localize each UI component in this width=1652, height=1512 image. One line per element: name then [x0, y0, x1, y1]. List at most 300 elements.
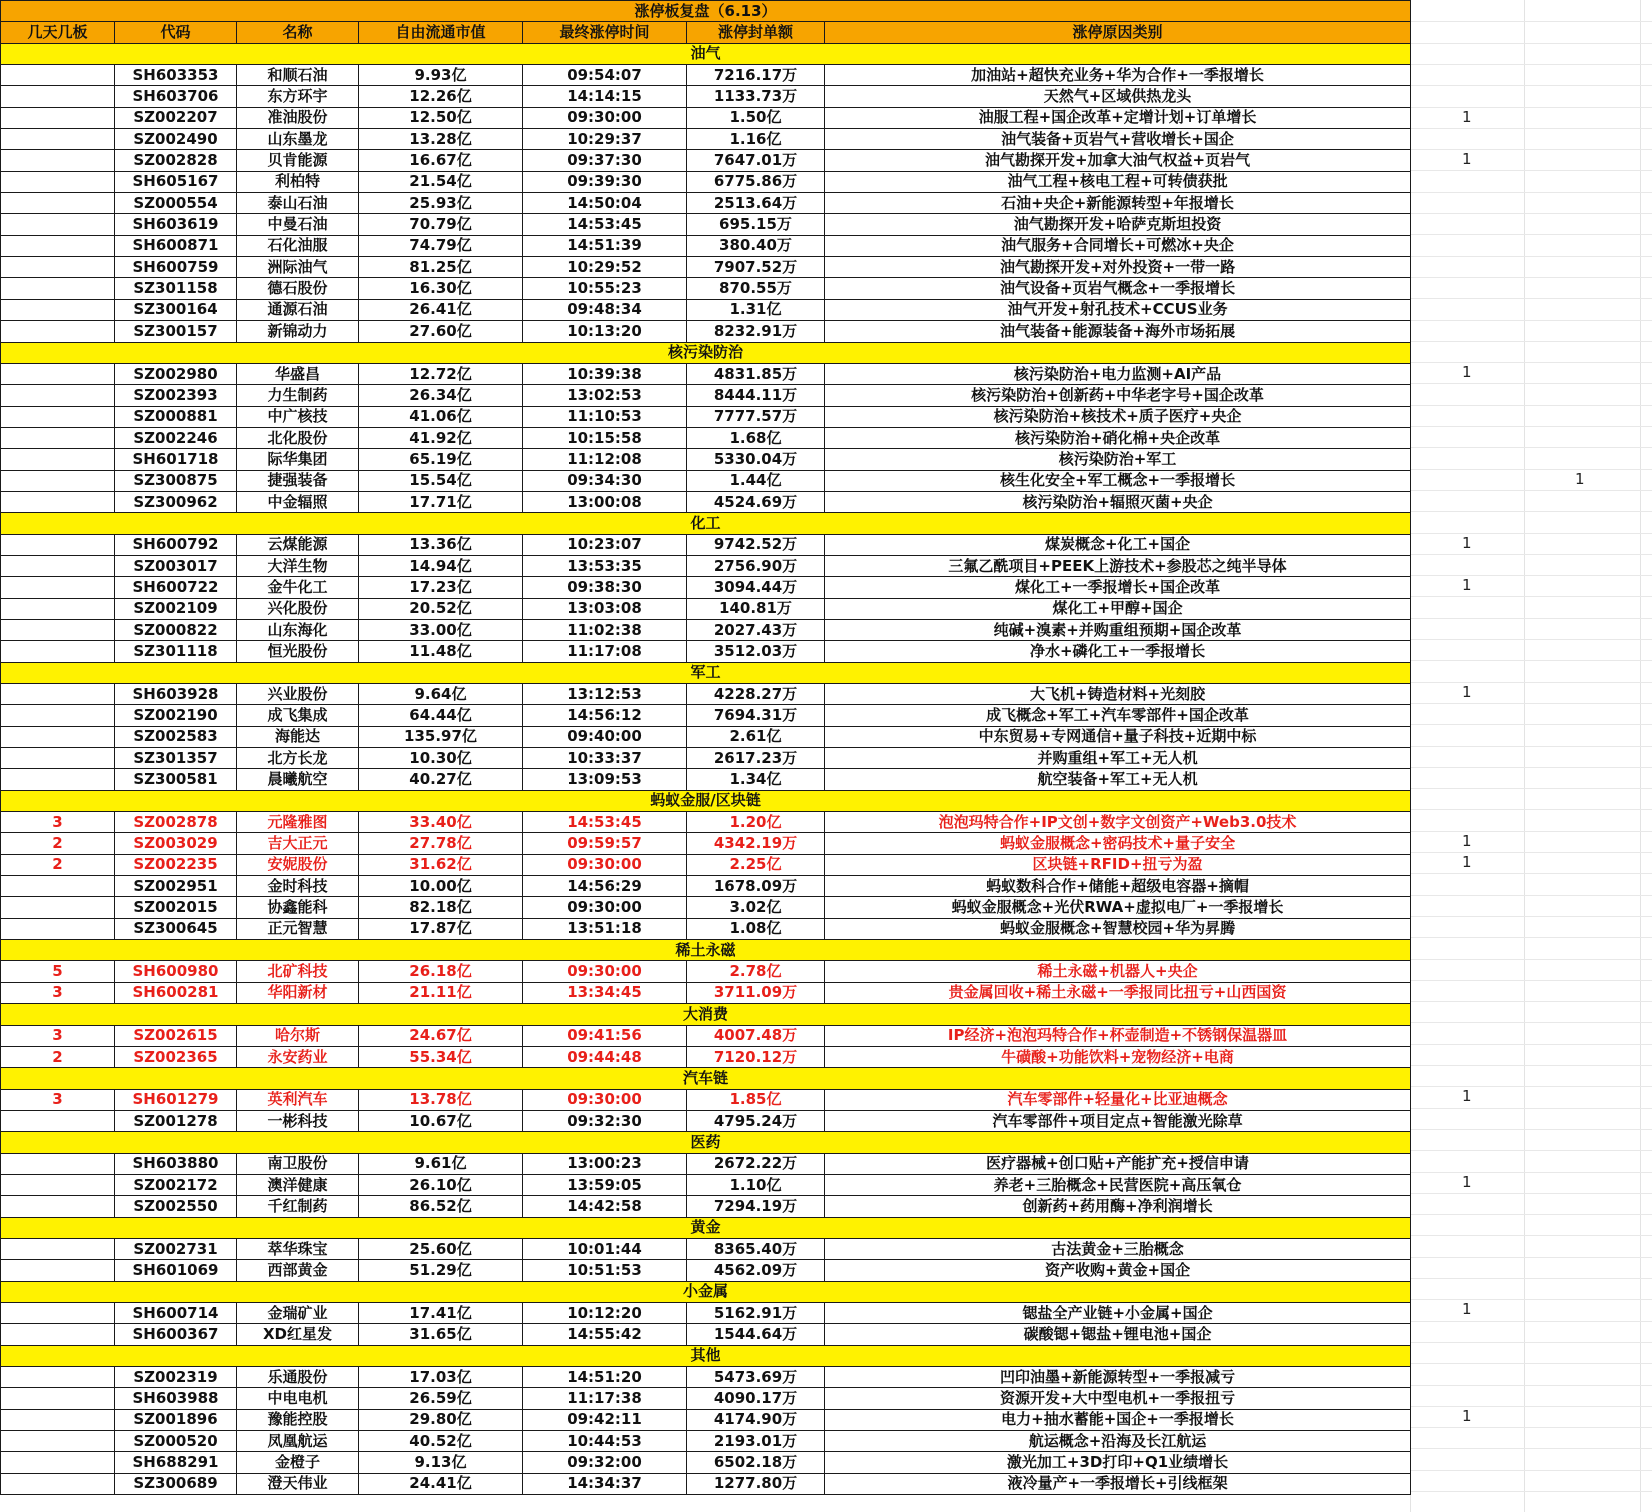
cell-days[interactable]	[1, 918, 115, 939]
table-row[interactable]	[1, 321, 1411, 342]
cell-name[interactable]: 安妮股份	[237, 854, 359, 875]
cell-reason[interactable]: 蚂蚁数科合作+储能+超级电容器+摘帽	[825, 876, 1411, 897]
cell-time[interactable]: 11:12:08	[523, 449, 687, 470]
cell-seal[interactable]: 4831.85万	[687, 363, 825, 384]
cell-days[interactable]	[1, 449, 115, 470]
cell-seal[interactable]: 140.81万	[687, 598, 825, 619]
cell-cap[interactable]: 15.54亿	[359, 470, 523, 491]
cell-days[interactable]	[1, 619, 115, 640]
cell-code[interactable]: SZ300581	[115, 769, 237, 790]
cell-seal[interactable]: 870.55万	[687, 278, 825, 299]
table-row[interactable]	[1, 577, 1411, 598]
cell-seal[interactable]: 2617.23万	[687, 748, 825, 769]
table-row[interactable]	[1, 748, 1411, 769]
table-row[interactable]	[1, 1196, 1411, 1217]
cell-reason[interactable]: 核污染防治+电力监测+AI产品	[825, 363, 1411, 384]
cell-cap[interactable]: 24.41亿	[359, 1473, 523, 1494]
cell-name[interactable]: 北化股份	[237, 427, 359, 448]
cell-code[interactable]: SZ300157	[115, 321, 237, 342]
cell-seal[interactable]: 1.85亿	[687, 1089, 825, 1110]
cell-time[interactable]: 09:30:00	[523, 107, 687, 128]
cell-code[interactable]: SZ000554	[115, 193, 237, 214]
cell-days[interactable]	[1, 235, 115, 256]
cell-name[interactable]: 澳洋健康	[237, 1174, 359, 1195]
cell-reason[interactable]: 泡泡玛特合作+IP文创+数字文创资产+Web3.0技术	[825, 812, 1411, 833]
table-row[interactable]	[1, 427, 1411, 448]
extra-cell-value[interactable]: 1	[1462, 682, 1472, 701]
cell-time[interactable]: 10:39:38	[523, 363, 687, 384]
cell-name[interactable]: XD红星发	[237, 1324, 359, 1345]
table-row[interactable]	[1, 1324, 1411, 1345]
cell-code[interactable]: SZ002235	[115, 854, 237, 875]
cell-code[interactable]: SH603880	[115, 1153, 237, 1174]
cell-code[interactable]: SZ300962	[115, 491, 237, 512]
cell-cap[interactable]: 33.00亿	[359, 619, 523, 640]
cell-code[interactable]: SZ003017	[115, 555, 237, 576]
cell-days[interactable]	[1, 193, 115, 214]
cell-name[interactable]: 云煤能源	[237, 534, 359, 555]
table-row[interactable]	[1, 171, 1411, 192]
cell-name[interactable]: 吉大正元	[237, 833, 359, 854]
cell-days[interactable]	[1, 1409, 115, 1430]
cell-reason[interactable]: 加油站+超快充业务+华为合作+一季报增长	[825, 65, 1411, 86]
cell-seal[interactable]: 1544.64万	[687, 1324, 825, 1345]
table-row[interactable]	[1, 833, 1411, 854]
cell-seal[interactable]: 8444.11万	[687, 385, 825, 406]
table-row[interactable]	[1, 1089, 1411, 1110]
cell-cap[interactable]: 17.87亿	[359, 918, 523, 939]
cell-time[interactable]: 10:55:23	[523, 278, 687, 299]
cell-reason[interactable]: 成飞概念+军工+汽车零部件+国企改革	[825, 705, 1411, 726]
cell-cap[interactable]: 31.65亿	[359, 1324, 523, 1345]
cell-seal[interactable]: 2027.43万	[687, 619, 825, 640]
cell-name[interactable]: 一彬科技	[237, 1110, 359, 1131]
cell-reason[interactable]: 油气开发+射孔技术+CCUS业务	[825, 299, 1411, 320]
cell-days[interactable]	[1, 427, 115, 448]
cell-name[interactable]: 萃华珠宝	[237, 1238, 359, 1259]
cell-time[interactable]: 13:34:45	[523, 982, 687, 1003]
cell-cap[interactable]: 64.44亿	[359, 705, 523, 726]
cell-name[interactable]: 千红制药	[237, 1196, 359, 1217]
cell-cap[interactable]: 24.67亿	[359, 1025, 523, 1046]
cell-reason[interactable]: 激光加工+3D打印+Q1业绩增长	[825, 1452, 1411, 1473]
cell-name[interactable]: 金橙子	[237, 1452, 359, 1473]
extra-cell-value[interactable]: 1	[1462, 1087, 1472, 1106]
cell-code[interactable]: SH601069	[115, 1260, 237, 1281]
cell-code[interactable]: SZ001278	[115, 1110, 237, 1131]
cell-reason[interactable]: 油气勘探开发+对外投资+一带一路	[825, 257, 1411, 278]
cell-cap[interactable]: 70.79亿	[359, 214, 523, 235]
cell-cap[interactable]: 135.97亿	[359, 726, 523, 747]
cell-name[interactable]: 英利汽车	[237, 1089, 359, 1110]
table-row[interactable]	[1, 235, 1411, 256]
table-row[interactable]	[1, 1046, 1411, 1067]
cell-code[interactable]: SZ300164	[115, 299, 237, 320]
cell-name[interactable]: 北矿科技	[237, 961, 359, 982]
cell-days[interactable]	[1, 278, 115, 299]
cell-reason[interactable]: 煤化工+甲醇+国企	[825, 598, 1411, 619]
cell-seal[interactable]: 5162.91万	[687, 1302, 825, 1323]
cell-days[interactable]: 3	[1, 812, 115, 833]
cell-days[interactable]	[1, 1324, 115, 1345]
cell-reason[interactable]: 中东贸易+专网通信+量子科技+近期中标	[825, 726, 1411, 747]
cell-cap[interactable]: 82.18亿	[359, 897, 523, 918]
cell-reason[interactable]: 油气装备+能源装备+海外市场拓展	[825, 321, 1411, 342]
cell-days[interactable]	[1, 598, 115, 619]
cell-cap[interactable]: 26.34亿	[359, 385, 523, 406]
cell-seal[interactable]: 1.68亿	[687, 427, 825, 448]
cell-code[interactable]: SZ002246	[115, 427, 237, 448]
cell-reason[interactable]: 核污染防治+军工	[825, 449, 1411, 470]
cell-cap[interactable]: 41.06亿	[359, 406, 523, 427]
cell-code[interactable]: SZ300689	[115, 1473, 237, 1494]
cell-days[interactable]	[1, 555, 115, 576]
cell-name[interactable]: 成飞集成	[237, 705, 359, 726]
table-row[interactable]	[1, 961, 1411, 982]
cell-code[interactable]: SZ002172	[115, 1174, 237, 1195]
cell-reason[interactable]: 天然气+区域供热龙头	[825, 86, 1411, 107]
cell-reason[interactable]: 贵金属回收+稀土永磁+一季报同比扭亏+山西国资	[825, 982, 1411, 1003]
table-row[interactable]	[1, 1409, 1411, 1430]
cell-name[interactable]: 洲际油气	[237, 257, 359, 278]
cell-days[interactable]: 2	[1, 1046, 115, 1067]
cell-seal[interactable]: 3711.09万	[687, 982, 825, 1003]
table-row[interactable]	[1, 470, 1411, 491]
cell-name[interactable]: 通源石油	[237, 299, 359, 320]
cell-reason[interactable]: 核生化安全+军工概念+一季报增长	[825, 470, 1411, 491]
cell-seal[interactable]: 1.50亿	[687, 107, 825, 128]
cell-reason[interactable]: 电力+抽水蓄能+国企+一季报增长	[825, 1409, 1411, 1430]
cell-code[interactable]: SH600714	[115, 1302, 237, 1323]
cell-time[interactable]: 10:51:53	[523, 1260, 687, 1281]
cell-seal[interactable]: 2.25亿	[687, 854, 825, 875]
cell-name[interactable]: 永安药业	[237, 1046, 359, 1067]
cell-seal[interactable]: 4342.19万	[687, 833, 825, 854]
cell-code[interactable]: SZ002828	[115, 150, 237, 171]
cell-cap[interactable]: 10.00亿	[359, 876, 523, 897]
cell-days[interactable]	[1, 577, 115, 598]
cell-code[interactable]: SZ002207	[115, 107, 237, 128]
cell-cap[interactable]: 29.80亿	[359, 1409, 523, 1430]
cell-time[interactable]: 09:30:00	[523, 897, 687, 918]
cell-days[interactable]	[1, 171, 115, 192]
cell-days[interactable]	[1, 1153, 115, 1174]
cell-name[interactable]: 际华集团	[237, 449, 359, 470]
table-row[interactable]	[1, 278, 1411, 299]
cell-days[interactable]	[1, 470, 115, 491]
cell-reason[interactable]: 油服工程+国企改革+定增计划+订单增长	[825, 107, 1411, 128]
cell-time[interactable]: 10:01:44	[523, 1238, 687, 1259]
cell-days[interactable]	[1, 150, 115, 171]
table-row[interactable]	[1, 1110, 1411, 1131]
cell-code[interactable]: SZ002015	[115, 897, 237, 918]
cell-name[interactable]: 兴化股份	[237, 598, 359, 619]
cell-code[interactable]: SZ002490	[115, 129, 237, 150]
cell-reason[interactable]: 航空装备+军工+无人机	[825, 769, 1411, 790]
cell-reason[interactable]: 油气设备+页岩气概念+一季报增长	[825, 278, 1411, 299]
table-row[interactable]	[1, 1260, 1411, 1281]
cell-time[interactable]: 10:29:37	[523, 129, 687, 150]
cell-time[interactable]: 14:53:45	[523, 214, 687, 235]
cell-code[interactable]: SZ002615	[115, 1025, 237, 1046]
cell-name[interactable]: 晨曦航空	[237, 769, 359, 790]
cell-name[interactable]: 海能达	[237, 726, 359, 747]
cell-code[interactable]: SZ002731	[115, 1238, 237, 1259]
cell-seal[interactable]: 7777.57万	[687, 406, 825, 427]
cell-cap[interactable]: 13.78亿	[359, 1089, 523, 1110]
cell-cap[interactable]: 31.62亿	[359, 854, 523, 875]
extra-cell-value[interactable]: 1	[1462, 853, 1472, 871]
cell-time[interactable]: 13:03:08	[523, 598, 687, 619]
extra-cell-value[interactable]: 1	[1462, 150, 1472, 169]
cell-time[interactable]: 14:56:29	[523, 876, 687, 897]
cell-reason[interactable]: 区块链+RFID+扭亏为盈	[825, 854, 1411, 875]
cell-code[interactable]: SZ002190	[115, 705, 237, 726]
cell-name[interactable]: 中金辐照	[237, 491, 359, 512]
cell-code[interactable]: SH600759	[115, 257, 237, 278]
table-row[interactable]	[1, 534, 1411, 555]
cell-reason[interactable]: 汽车零部件+项目定点+智能激光除草	[825, 1110, 1411, 1131]
table-row[interactable]	[1, 555, 1411, 576]
cell-name[interactable]: 北方长龙	[237, 748, 359, 769]
cell-cap[interactable]: 10.67亿	[359, 1110, 523, 1131]
cell-reason[interactable]: 油气工程+核电工程+可转债获批	[825, 171, 1411, 192]
cell-time[interactable]: 10:29:52	[523, 257, 687, 278]
table-row[interactable]	[1, 385, 1411, 406]
cell-time[interactable]: 14:50:04	[523, 193, 687, 214]
cell-seal[interactable]: 2.61亿	[687, 726, 825, 747]
extra-cell-value[interactable]: 1	[1462, 576, 1472, 595]
table-row[interactable]	[1, 214, 1411, 235]
cell-seal[interactable]: 4090.17万	[687, 1388, 825, 1409]
cell-time[interactable]: 11:17:08	[523, 641, 687, 662]
cell-name[interactable]: 凤凰航运	[237, 1431, 359, 1452]
extra-cell-value[interactable]: 1	[1575, 469, 1585, 488]
cell-code[interactable]: SH603928	[115, 684, 237, 705]
cell-cap[interactable]: 9.64亿	[359, 684, 523, 705]
cell-name[interactable]: 德石股份	[237, 278, 359, 299]
cell-code[interactable]: SZ001896	[115, 1409, 237, 1430]
cell-cap[interactable]: 16.30亿	[359, 278, 523, 299]
cell-cap[interactable]: 25.60亿	[359, 1238, 523, 1259]
cell-code[interactable]: SH605167	[115, 171, 237, 192]
cell-time[interactable]: 10:12:20	[523, 1302, 687, 1323]
cell-reason[interactable]: 煤炭概念+化工+国企	[825, 534, 1411, 555]
cell-days[interactable]	[1, 1431, 115, 1452]
cell-code[interactable]: SZ301118	[115, 641, 237, 662]
cell-reason[interactable]: 锶盐全产业链+小金属+国企	[825, 1302, 1411, 1323]
cell-code[interactable]: SZ301357	[115, 748, 237, 769]
cell-time[interactable]: 11:17:38	[523, 1388, 687, 1409]
cell-cap[interactable]: 10.30亿	[359, 748, 523, 769]
table-row[interactable]	[1, 705, 1411, 726]
cell-cap[interactable]: 20.52亿	[359, 598, 523, 619]
table-row[interactable]	[1, 193, 1411, 214]
cell-code[interactable]: SH600722	[115, 577, 237, 598]
cell-time[interactable]: 13:59:05	[523, 1174, 687, 1195]
cell-code[interactable]: SZ300645	[115, 918, 237, 939]
cell-days[interactable]: 2	[1, 854, 115, 875]
cell-days[interactable]	[1, 107, 115, 128]
table-row[interactable]	[1, 107, 1411, 128]
cell-cap[interactable]: 21.54亿	[359, 171, 523, 192]
cell-cap[interactable]: 11.48亿	[359, 641, 523, 662]
cell-cap[interactable]: 21.11亿	[359, 982, 523, 1003]
cell-reason[interactable]: 蚂蚁金服概念+密码技术+量子安全	[825, 833, 1411, 854]
cell-reason[interactable]: 资源开发+大中型电机+一季报扭亏	[825, 1388, 1411, 1409]
cell-name[interactable]: 澄天伟业	[237, 1473, 359, 1494]
extra-cell-value[interactable]: 1	[1462, 363, 1472, 382]
cell-seal[interactable]: 3512.03万	[687, 641, 825, 662]
cell-code[interactable]: SZ000881	[115, 406, 237, 427]
cell-time[interactable]: 13:00:23	[523, 1153, 687, 1174]
cell-seal[interactable]: 1.08亿	[687, 918, 825, 939]
cell-name[interactable]: 南卫股份	[237, 1153, 359, 1174]
cell-seal[interactable]: 2513.64万	[687, 193, 825, 214]
table-row[interactable]	[1, 1238, 1411, 1259]
cell-days[interactable]	[1, 1260, 115, 1281]
extra-cell-value[interactable]: 1	[1462, 1406, 1472, 1425]
table-row[interactable]	[1, 812, 1411, 833]
cell-time[interactable]: 14:34:37	[523, 1473, 687, 1494]
cell-seal[interactable]: 4795.24万	[687, 1110, 825, 1131]
cell-name[interactable]: 新锦动力	[237, 321, 359, 342]
cell-seal[interactable]: 6775.86万	[687, 171, 825, 192]
cell-time[interactable]: 09:39:30	[523, 171, 687, 192]
cell-reason[interactable]: 养老+三胎概念+民营医院+高压氧仓	[825, 1174, 1411, 1195]
cell-cap[interactable]: 9.13亿	[359, 1452, 523, 1473]
cell-time[interactable]: 14:51:39	[523, 235, 687, 256]
cell-cap[interactable]: 27.78亿	[359, 833, 523, 854]
cell-seal[interactable]: 4524.69万	[687, 491, 825, 512]
cell-time[interactable]: 10:15:58	[523, 427, 687, 448]
cell-days[interactable]	[1, 65, 115, 86]
cell-days[interactable]	[1, 876, 115, 897]
cell-code[interactable]: SZ002878	[115, 812, 237, 833]
cell-name[interactable]: 中广核技	[237, 406, 359, 427]
cell-name[interactable]: 豫能控股	[237, 1409, 359, 1430]
cell-days[interactable]	[1, 1196, 115, 1217]
cell-code[interactable]: SZ002393	[115, 385, 237, 406]
cell-seal[interactable]: 4174.90万	[687, 1409, 825, 1430]
cell-reason[interactable]: IP经济+泡泡玛特合作+杯壶制造+不锈钢保温器皿	[825, 1025, 1411, 1046]
cell-code[interactable]: SZ000822	[115, 619, 237, 640]
cell-days[interactable]	[1, 86, 115, 107]
table-row[interactable]	[1, 619, 1411, 640]
cell-time[interactable]: 09:54:07	[523, 65, 687, 86]
cell-code[interactable]: SH601718	[115, 449, 237, 470]
cell-seal[interactable]: 7907.52万	[687, 257, 825, 278]
cell-seal[interactable]: 1133.73万	[687, 86, 825, 107]
cell-cap[interactable]: 40.27亿	[359, 769, 523, 790]
cell-seal[interactable]: 4228.27万	[687, 684, 825, 705]
table-row[interactable]	[1, 299, 1411, 320]
cell-seal[interactable]: 2672.22万	[687, 1153, 825, 1174]
cell-days[interactable]	[1, 406, 115, 427]
cell-seal[interactable]: 8365.40万	[687, 1238, 825, 1259]
cell-reason[interactable]: 核污染防治+创新药+中华老字号+国企改革	[825, 385, 1411, 406]
cell-cap[interactable]: 25.93亿	[359, 193, 523, 214]
table-row[interactable]	[1, 897, 1411, 918]
cell-cap[interactable]: 33.40亿	[359, 812, 523, 833]
cell-name[interactable]: 和顺石油	[237, 65, 359, 86]
cell-reason[interactable]: 油气服务+合同增长+可燃冰+央企	[825, 235, 1411, 256]
cell-time[interactable]: 10:44:53	[523, 1431, 687, 1452]
cell-cap[interactable]: 17.41亿	[359, 1302, 523, 1323]
cell-reason[interactable]: 大飞机+铸造材料+光刻胶	[825, 684, 1411, 705]
cell-name[interactable]: 中曼石油	[237, 214, 359, 235]
cell-time[interactable]: 13:00:08	[523, 491, 687, 512]
cell-cap[interactable]: 51.29亿	[359, 1260, 523, 1281]
cell-days[interactable]	[1, 1452, 115, 1473]
cell-seal[interactable]: 6502.18万	[687, 1452, 825, 1473]
table-row[interactable]	[1, 257, 1411, 278]
cell-seal[interactable]: 5330.04万	[687, 449, 825, 470]
table-row[interactable]	[1, 1367, 1411, 1388]
cell-days[interactable]: 3	[1, 982, 115, 1003]
cell-time[interactable]: 13:12:53	[523, 684, 687, 705]
cell-cap[interactable]: 14.94亿	[359, 555, 523, 576]
table-row[interactable]	[1, 1302, 1411, 1323]
cell-seal[interactable]: 2193.01万	[687, 1431, 825, 1452]
cell-reason[interactable]: 蚂蚁金服概念+智慧校园+华为昇腾	[825, 918, 1411, 939]
cell-time[interactable]: 13:09:53	[523, 769, 687, 790]
cell-name[interactable]: 山东墨龙	[237, 129, 359, 150]
cell-name[interactable]: 华盛昌	[237, 363, 359, 384]
cell-time[interactable]: 14:55:42	[523, 1324, 687, 1345]
cell-code[interactable]: SZ301158	[115, 278, 237, 299]
cell-seal[interactable]: 7694.31万	[687, 705, 825, 726]
cell-name[interactable]: 中电电机	[237, 1388, 359, 1409]
cell-time[interactable]: 14:53:45	[523, 812, 687, 833]
cell-cap[interactable]: 16.67亿	[359, 150, 523, 171]
cell-days[interactable]	[1, 129, 115, 150]
cell-name[interactable]: 大洋生物	[237, 555, 359, 576]
cell-code[interactable]: SH600871	[115, 235, 237, 256]
cell-name[interactable]: 金时科技	[237, 876, 359, 897]
cell-reason[interactable]: 油气装备+页岩气+营收增长+国企	[825, 129, 1411, 150]
cell-cap[interactable]: 12.72亿	[359, 363, 523, 384]
cell-time[interactable]: 11:02:38	[523, 619, 687, 640]
cell-reason[interactable]: 牛磺酸+功能饮料+宠物经济+电商	[825, 1046, 1411, 1067]
cell-seal[interactable]: 4007.48万	[687, 1025, 825, 1046]
cell-cap[interactable]: 9.93亿	[359, 65, 523, 86]
cell-code[interactable]: SZ002109	[115, 598, 237, 619]
table-row[interactable]	[1, 1153, 1411, 1174]
cell-time[interactable]: 09:38:30	[523, 577, 687, 598]
cell-code[interactable]: SZ002951	[115, 876, 237, 897]
cell-reason[interactable]: 碳酸锶+锶盐+锂电池+国企	[825, 1324, 1411, 1345]
cell-time[interactable]: 13:02:53	[523, 385, 687, 406]
table-row[interactable]	[1, 641, 1411, 662]
cell-seal[interactable]: 1.44亿	[687, 470, 825, 491]
cell-reason[interactable]: 汽车零部件+轻量化+比亚迪概念	[825, 1089, 1411, 1110]
cell-reason[interactable]: 三氟乙酰项目+PEEK上游技术+参股芯之纯半导体	[825, 555, 1411, 576]
cell-days[interactable]	[1, 385, 115, 406]
table-row[interactable]	[1, 363, 1411, 384]
cell-name[interactable]: 石化油服	[237, 235, 359, 256]
cell-name[interactable]: 利柏特	[237, 171, 359, 192]
table-row[interactable]	[1, 65, 1411, 86]
cell-name[interactable]: 山东海化	[237, 619, 359, 640]
cell-time[interactable]: 14:51:20	[523, 1367, 687, 1388]
cell-seal[interactable]: 1678.09万	[687, 876, 825, 897]
cell-seal[interactable]: 2756.90万	[687, 555, 825, 576]
cell-seal[interactable]: 3.02亿	[687, 897, 825, 918]
cell-seal[interactable]: 1.34亿	[687, 769, 825, 790]
cell-cap[interactable]: 17.03亿	[359, 1367, 523, 1388]
cell-days[interactable]	[1, 1174, 115, 1195]
